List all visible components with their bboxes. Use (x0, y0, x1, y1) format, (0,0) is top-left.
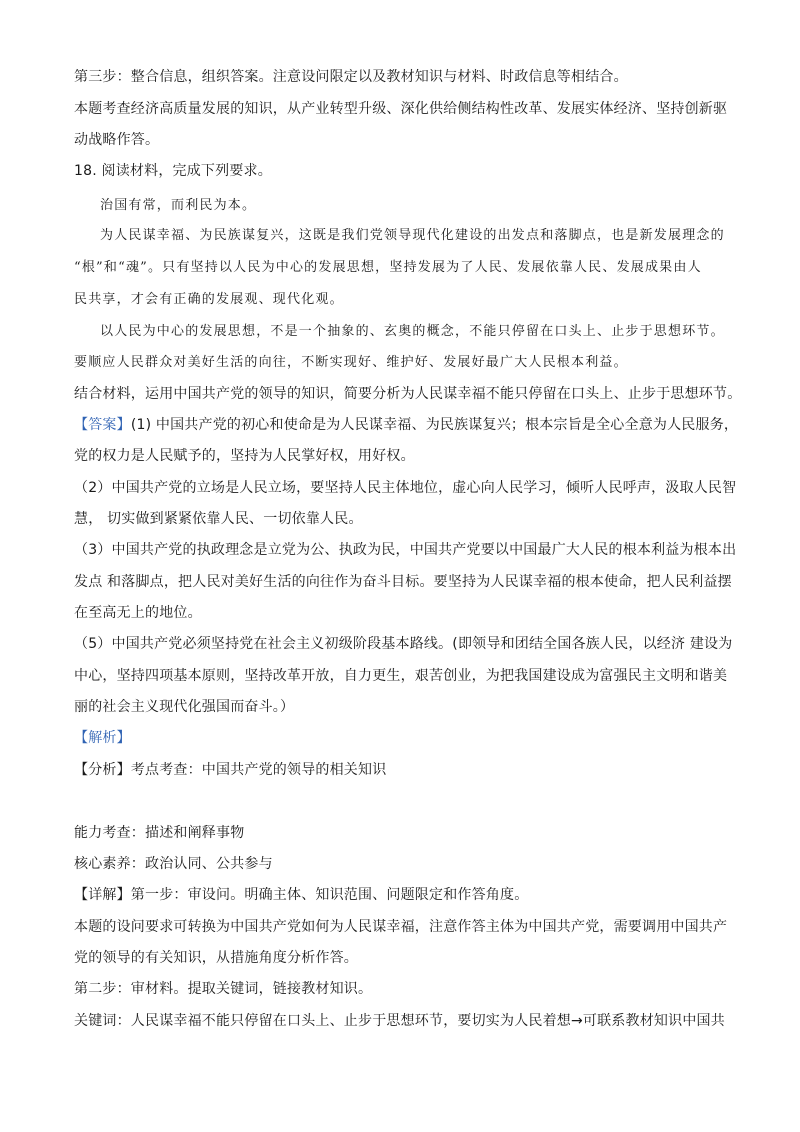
analysis-fenxi: 【分析】考点考查：中国共产党的领导的相关知识 (74, 762, 387, 778)
answer-line-8: （5）中国共产党必须坚持党在社会主义初级阶段基本路线。(即领导和团结全国各族人民，以经济 建设为 (74, 636, 733, 652)
analysis-label: 【解析】 (74, 730, 131, 746)
material-line-5: 以人民为中心的发展思想，不是一个抽象的、玄奥的概念，不能只停留在口头上、止步于思想环节。 (100, 324, 725, 339)
answer-line-1: 【答案】(1) 中国共产党的初心和使命是为人民谋幸福、为民族谋复兴；根本宗旨是全心全意为人民服务， (74, 417, 739, 433)
material-line-2: 为人民谋幸福、为民族谋复兴，这既是我们党领导现代化建设的出发点和落脚点，也是新发展理念的 (100, 228, 725, 243)
literacy-text: 核心素养：政治认同、公共参与 (74, 856, 273, 872)
answer-line-6: 发点 和落脚点，把人民对美好生活的向往作为奋斗目标。要坚持为人民谋幸福的根本使命，把人民利益摆 (74, 574, 732, 590)
step3-text: 第三步：整合信息，组织答案。注意设问限定以及教材知识与材料、时政信息等相结合。 (74, 69, 628, 85)
material-line-6: 要顺应人民群众对美好生活的向往，不断实现好、维护好、发展好最广大人民根本利益。 (74, 355, 628, 370)
detail-text-1: 本题的设问要求可转换为中国共产党如何为人民谋幸福，注意作答主体为中国共产党，需要调用中国共产 (74, 919, 728, 935)
question-prompt: 结合材料，运用中国共产党的领导的知识，简要分析为人民谋幸福不能只停留在口头上、止步于思想环节。 (74, 386, 742, 402)
answer-line-5: （3）中国共产党的执政理念是立党为公、执政为民，中国共产党要以中国最广大人民的根本利益为根本出 (74, 542, 737, 558)
keywords-text: 关键词：人民谋幸福不能只停留在口头上、止步于思想环节，要切实为人民着想→可联系教材知识中国共 (74, 1013, 725, 1029)
answer-label: 【答案】 (74, 417, 131, 433)
summary-line-1: 本题考查经济高质量发展的知识，从产业转型升级、深化供给侧结构性改革、发展实体经济、坚持创新驱 (74, 101, 728, 117)
material-line-3: “根”和“魂”。只有坚持以人民为中心的发展思想，坚持发展为了人民、发展依靠人民、发展成果由人 (74, 260, 702, 275)
answer-line-3: （2）中国共产党的立场是人民立场，要坚持人民主体地位，虚心向人民学习，倾听人民呼声，汲取人民智 (74, 480, 737, 496)
material-line-1: 治国有常，而利民为本。 (100, 198, 257, 213)
answer-line-9: 中心，坚持四项基本原则，坚持改革开放，自力更生，艰苦创业，为把我国建设成为富强民主文明和谐美 (74, 668, 728, 684)
material-line-4: 民共享，才会有正确的发展观、现代化观。 (74, 292, 344, 307)
answer-line-10: 丽的社会主义现代化强国而奋斗。） (74, 699, 295, 715)
step2-text: 第二步：审材料。提取关键词，链接教材知识。 (74, 981, 373, 997)
ability-text: 能力考查：描述和阐释事物 (74, 825, 245, 841)
summary-line-2: 动战略作答。 (74, 132, 160, 148)
answer-line-2: 党的权力是人民赋予的，坚持为人民掌好权，用好权。 (74, 448, 415, 464)
question-title: 18. 阅读材料，完成下列要求。 (74, 163, 272, 179)
detail-text-2: 党的领导的有关知识，从措施角度分析作答。 (74, 950, 358, 966)
answer-line-7: 在至高无上的地位。 (74, 605, 202, 621)
detail-step1: 【详解】第一步：审设问。明确主体、知识范围、问题限定和作答角度。 (74, 887, 529, 903)
answer-line-4: 慧， 切实做到紧紧依靠人民、一切依靠人民。 (74, 511, 363, 527)
